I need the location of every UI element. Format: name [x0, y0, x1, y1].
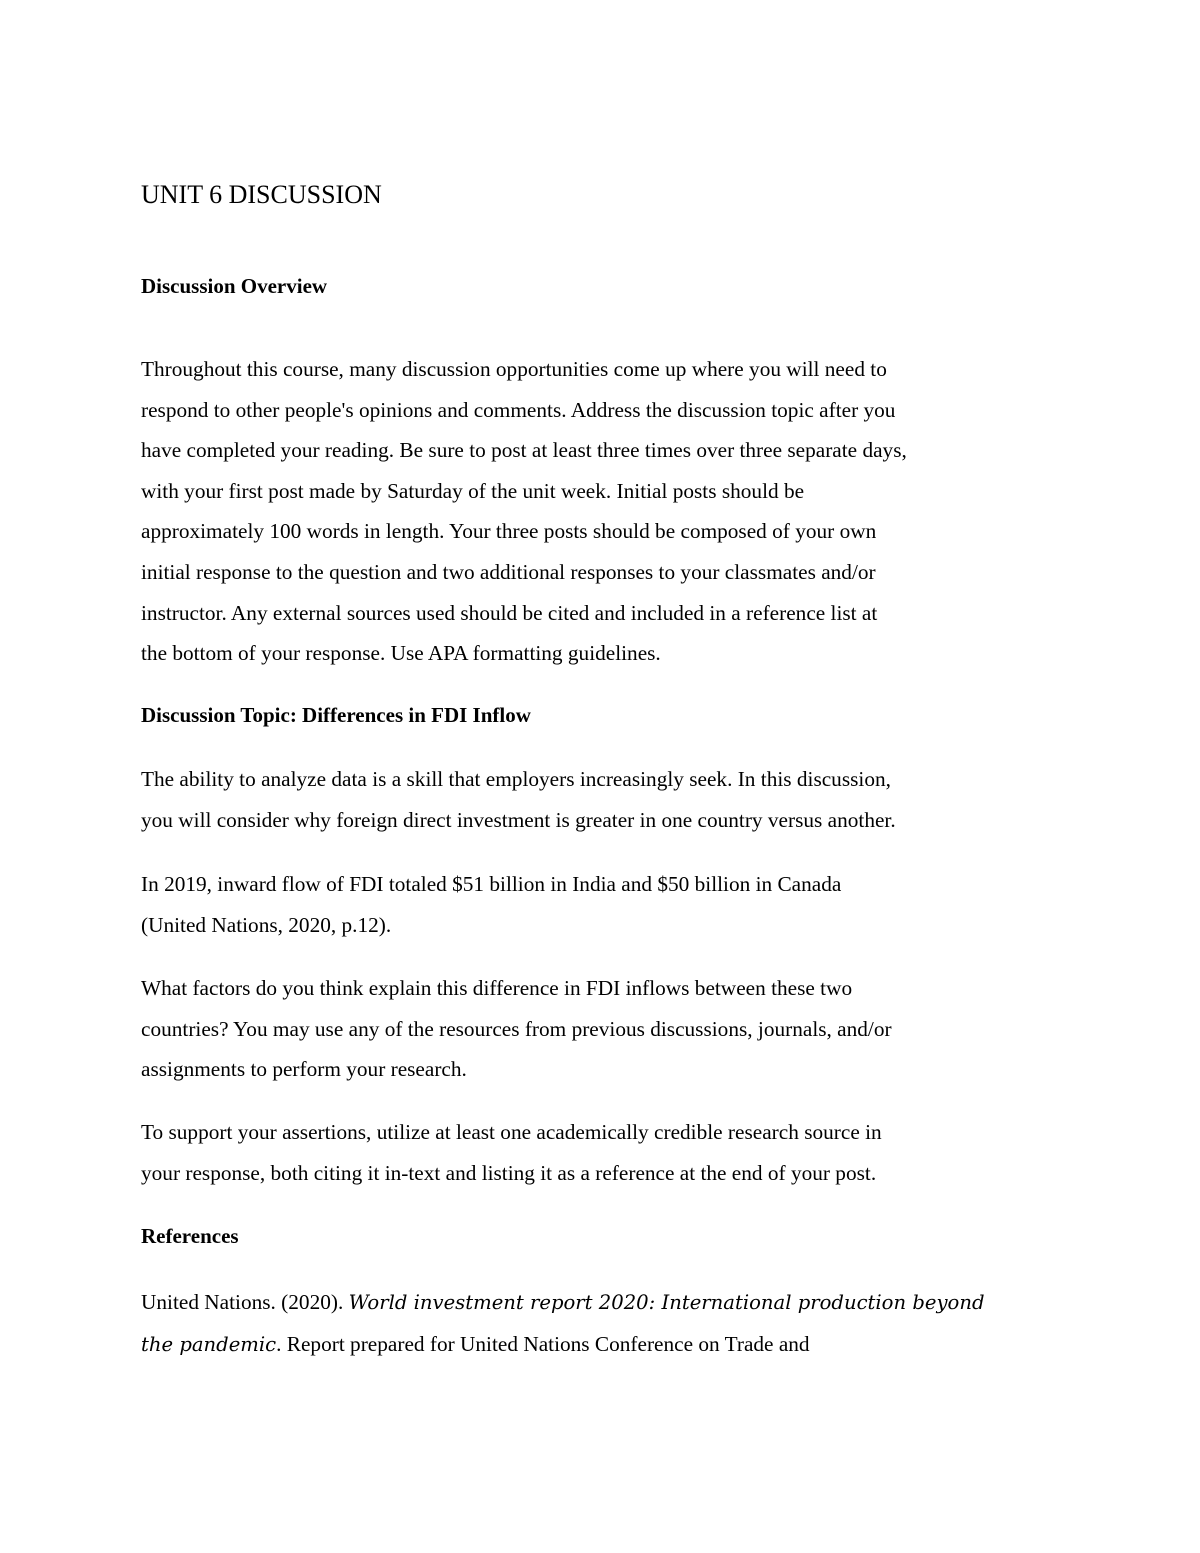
- overview-paragraph: [141, 349, 1066, 674]
- overview-line: have completed your reading. Be sure to post at least three times over three separate days,: [141, 438, 907, 463]
- reference-publisher: . Report prepared for United Nations Conference on Trade and: [276, 1331, 810, 1356]
- topic-paragraph-question: [141, 968, 1066, 1090]
- reference-entry: [141, 1282, 1066, 1365]
- overview-line: instructor. Any external sources used should be cited and included in a reference list at: [141, 600, 878, 625]
- reference-title-italic: the pandemic: [141, 1332, 277, 1356]
- overview-line: initial response to the question and two additional responses to your classmates and/or: [141, 559, 876, 584]
- topic-paragraph-data: [141, 864, 1066, 945]
- overview-line: Throughout this course, many discussion opportunities come up where you will need to: [141, 357, 887, 381]
- reference-author-year: United Nations. (2020).: [141, 1290, 349, 1314]
- topic-line: To support your assertions, utilize at least one academically credible research source in: [141, 1120, 882, 1144]
- topic-paragraph-sources: [141, 1112, 1066, 1193]
- overview-line: respond to other people's opinions and comments. Address the discussion topic after you: [141, 397, 896, 422]
- overview-line: approximately 100 words in length. Your three posts should be composed of your own: [141, 519, 877, 544]
- overview-heading: Discussion Overview: [141, 274, 328, 298]
- reference-line: [141, 1282, 1066, 1324]
- topic-line: The ability to analyze data is a skill that employers increasingly seek. In this discussion,: [141, 767, 891, 791]
- reference-title-italic: World investment report 2020: International production beyond: [348, 1291, 985, 1314]
- references-heading: References: [141, 1224, 239, 1248]
- topic-line: What factors do you think explain this difference in FDI inflows between these two: [141, 976, 853, 1000]
- topic-line: assignments to perform your research.: [141, 1057, 467, 1082]
- topic-heading: Discussion Topic: Differences in FDI Inflow: [141, 703, 531, 727]
- topic-line: countries? You may use any of the resources from previous discussions, journals, and/or: [141, 1016, 892, 1041]
- topic-line: (United Nations, 2020, p.12).: [141, 912, 392, 937]
- reference-line: [141, 1324, 1066, 1366]
- topic-line: In 2019, inward flow of FDI totaled $51 billion in India and $50 billion in Canada: [141, 872, 842, 896]
- overview-line: the bottom of your response. Use APA formatting guidelines.: [141, 641, 661, 666]
- overview-line: with your first post made by Saturday of the unit week. Initial posts should be: [141, 478, 805, 503]
- topic-line: your response, both citing it in-text and listing it as a reference at the end of your post.: [141, 1160, 877, 1185]
- topic-paragraph-intro: [141, 759, 1066, 840]
- document-title: UNIT 6 DISCUSSION: [141, 180, 382, 209]
- topic-line: you will consider why foreign direct investment is greater in one country versus another.: [141, 807, 896, 832]
